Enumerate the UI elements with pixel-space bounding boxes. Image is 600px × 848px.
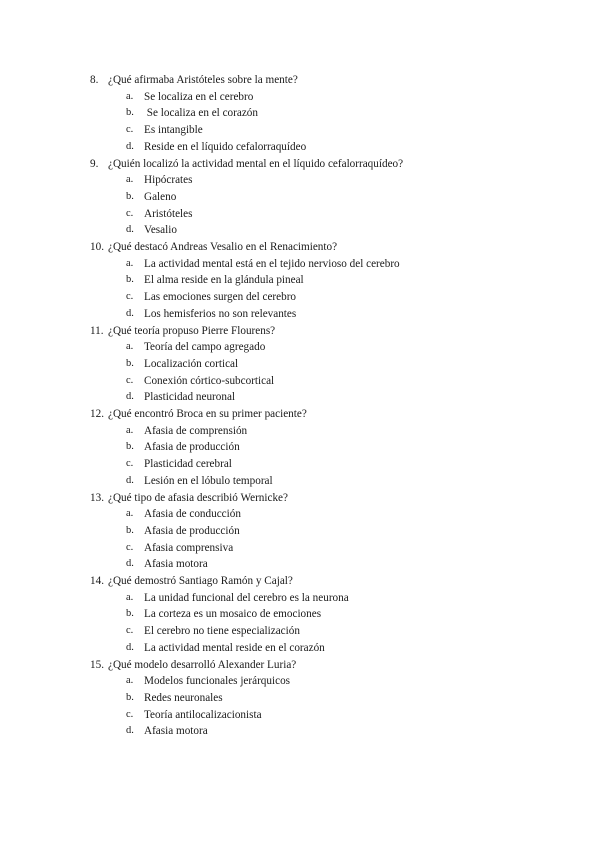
question-text: ¿Qué teoría propuso Pierre Flourens? <box>108 324 276 337</box>
answer-option <box>0 222 600 238</box>
option-text: Redes neuronales <box>144 691 223 704</box>
option-letter: d. <box>126 725 134 737</box>
option-letter: a. <box>126 675 134 687</box>
option-text: La actividad mental reside en el corazón <box>144 641 325 654</box>
answer-option <box>0 256 600 272</box>
answer-option <box>0 105 600 121</box>
option-letter: a. <box>126 591 134 603</box>
answer-option <box>0 423 600 439</box>
option-letter: c. <box>126 374 134 386</box>
option-text: Las emociones surgen del cerebro <box>144 291 297 304</box>
answer-option <box>0 590 600 606</box>
option-text: Reside en el líquido cefalorraquídeo <box>144 140 307 153</box>
option-text: El alma reside en la glándula pineal <box>144 274 304 287</box>
option-letter: d. <box>126 641 134 653</box>
option-text: Afasia de conducción <box>144 508 241 521</box>
option-letter: c. <box>126 291 134 303</box>
option-text: Aristóteles <box>144 207 193 220</box>
question <box>0 490 600 506</box>
question-text: ¿Qué encontró Broca en su primer paciente? <box>108 408 307 420</box>
answer-option <box>0 289 600 305</box>
answer-option <box>0 206 600 222</box>
answer-option <box>0 439 600 455</box>
option-letter: a. <box>126 257 134 269</box>
option-text: La unidad funcional del cerebro es la neurona <box>144 591 349 604</box>
option-letter: d. <box>126 307 134 319</box>
answer-option <box>0 373 600 389</box>
answer-option <box>0 540 600 556</box>
question <box>0 239 600 255</box>
option-text: Se localiza en el corazón <box>144 107 258 120</box>
question-number: 13. <box>90 491 104 504</box>
answer-option <box>0 523 600 539</box>
option-text: Hipócrates <box>144 174 193 187</box>
question <box>0 156 600 172</box>
question-text: ¿Qué destacó Andreas Vesalio en el Renacimiento? <box>108 241 338 253</box>
option-letter: a. <box>126 424 134 436</box>
question <box>0 72 600 88</box>
answer-option <box>0 506 600 522</box>
option-text: Plasticidad neuronal <box>144 391 236 404</box>
option-letter: c. <box>126 625 134 637</box>
question-number: 11. <box>90 324 104 337</box>
answer-option <box>0 89 600 105</box>
answer-option <box>0 356 600 372</box>
option-letter: b. <box>126 190 134 202</box>
option-letter: c. <box>126 458 134 470</box>
option-letter: b. <box>126 441 134 453</box>
option-text: Es intangible <box>144 124 203 137</box>
option-text: Afasia comprensiva <box>144 541 234 554</box>
answer-option <box>0 556 600 572</box>
option-text: La actividad mental está en el tejido nervioso del cerebro <box>144 257 400 270</box>
option-letter: a. <box>126 341 134 353</box>
option-letter: c. <box>126 124 134 136</box>
option-letter: c. <box>126 708 134 720</box>
option-letter: b. <box>126 524 134 536</box>
answer-option <box>0 389 600 405</box>
option-text: Vesalio <box>144 224 177 237</box>
option-text: Galeno <box>144 190 177 203</box>
question-number: 12. <box>90 408 104 420</box>
question-text: ¿Qué tipo de afasia describió Wernicke? <box>108 491 288 504</box>
option-text: Afasia de producción <box>144 441 240 454</box>
option-letter: a. <box>126 90 134 102</box>
option-letter: b. <box>126 608 134 620</box>
option-letter: a. <box>126 508 134 520</box>
answer-option <box>0 723 600 739</box>
question-number: 8. <box>90 74 99 86</box>
question-number: 14. <box>90 575 104 587</box>
answer-option <box>0 707 600 723</box>
answer-option <box>0 139 600 155</box>
option-letter: d. <box>126 140 134 152</box>
option-text: Teoría del campo agregado <box>144 341 266 354</box>
option-text: Conexión córtico-subcortical <box>144 374 275 387</box>
option-letter: d. <box>126 391 134 403</box>
option-text: El cerebro no tiene especialización <box>144 625 300 638</box>
option-text: Los hemisferios no son relevantes <box>144 307 297 320</box>
answer-option <box>0 673 600 689</box>
answer-option <box>0 690 600 706</box>
answer-option <box>0 623 600 639</box>
answer-option <box>0 473 600 489</box>
option-text: Afasia de comprensión <box>144 424 248 437</box>
option-letter: d. <box>126 558 134 570</box>
option-letter: b. <box>126 357 134 369</box>
answer-option <box>0 456 600 472</box>
option-text: Plasticidad cerebral <box>144 458 232 471</box>
option-text: Localización cortical <box>144 357 239 370</box>
option-text: Modelos funcionales jerárquicos <box>144 675 291 688</box>
answer-option <box>0 272 600 288</box>
question <box>0 406 600 422</box>
question <box>0 657 600 673</box>
option-text: Afasia de producción <box>144 524 240 537</box>
answer-option <box>0 189 600 205</box>
answer-option <box>0 339 600 355</box>
option-text: Se localiza en el cerebro <box>144 90 254 103</box>
option-letter: b. <box>126 274 134 286</box>
question-number: 10. <box>90 241 104 253</box>
question-text: ¿Quién localizó la actividad mental en el líquido cefalorraquídeo? <box>108 157 404 170</box>
option-letter: c. <box>126 541 134 553</box>
option-letter: b. <box>126 691 134 703</box>
question-number: 9. <box>90 157 99 170</box>
option-letter: c. <box>126 207 134 219</box>
option-text: Teoría antilocalizacionista <box>144 708 262 721</box>
option-text: Lesión en el lóbulo temporal <box>144 474 273 487</box>
option-text: Afasia motora <box>144 725 208 738</box>
question <box>0 573 600 589</box>
option-letter: a. <box>126 174 134 186</box>
answer-option <box>0 172 600 188</box>
option-letter: d. <box>126 224 134 236</box>
question-text: ¿Qué afirmaba Aristóteles sobre la mente? <box>108 74 298 86</box>
answer-option <box>0 122 600 138</box>
question-text: ¿Qué demostró Santiago Ramón y Cajal? <box>108 575 293 587</box>
option-text: Afasia motora <box>144 558 208 571</box>
question-text: ¿Qué modelo desarrolló Alexander Luria? <box>108 658 297 671</box>
option-letter: b. <box>126 107 134 119</box>
answer-option <box>0 640 600 656</box>
option-text: La corteza es un mosaico de emociones <box>144 608 322 621</box>
answer-option <box>0 306 600 322</box>
question-number: 15. <box>90 658 104 671</box>
answer-option <box>0 606 600 622</box>
question <box>0 323 600 339</box>
option-letter: d. <box>126 474 134 486</box>
